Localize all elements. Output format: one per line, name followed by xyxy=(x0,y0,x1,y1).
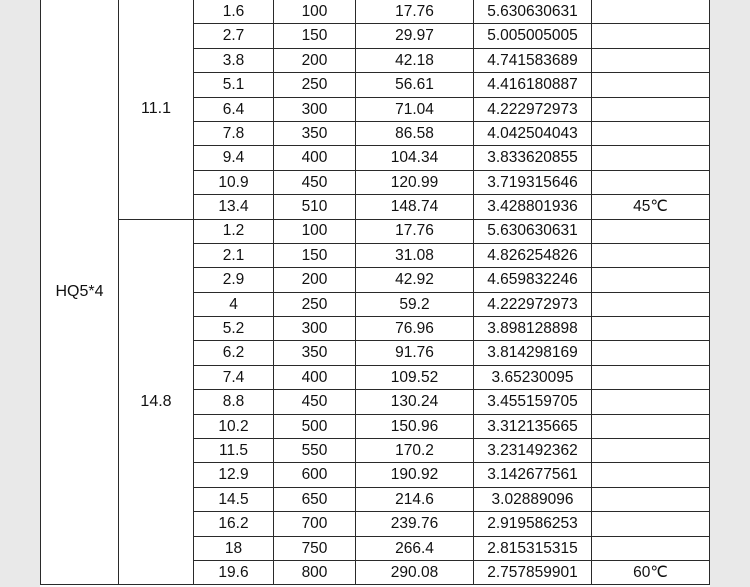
power-cell: 109.52 xyxy=(356,365,474,389)
power-cell: 120.99 xyxy=(356,170,474,194)
current-cell: 9.4 xyxy=(194,146,274,170)
current-cell: 10.9 xyxy=(194,170,274,194)
table-row xyxy=(41,0,710,24)
temperature-cell xyxy=(592,243,710,267)
current-cell: 1.2 xyxy=(194,219,274,243)
power-cell: 150.96 xyxy=(356,414,474,438)
power-cell: 29.97 xyxy=(356,24,474,48)
rpm-cell: 750 xyxy=(274,536,356,560)
temperature-cell xyxy=(592,414,710,438)
temperature-cell xyxy=(592,439,710,463)
efficiency-cell: 4.042504043 xyxy=(474,121,592,145)
voltage-cell: 11.1 xyxy=(119,0,194,219)
rpm-cell: 250 xyxy=(274,73,356,97)
efficiency-cell: 5.630630631 xyxy=(474,0,592,24)
rpm-cell: 400 xyxy=(274,365,356,389)
temperature-cell xyxy=(592,121,710,145)
temperature-cell xyxy=(592,97,710,121)
efficiency-cell: 2.919586253 xyxy=(474,512,592,536)
efficiency-cell: 4.222972973 xyxy=(474,97,592,121)
temperature-cell xyxy=(592,512,710,536)
rpm-cell: 350 xyxy=(274,341,356,365)
temperature-cell xyxy=(592,219,710,243)
power-cell: 42.18 xyxy=(356,48,474,72)
temperature-cell: 45℃ xyxy=(592,195,710,219)
current-cell: 14.5 xyxy=(194,487,274,511)
temperature-cell xyxy=(592,365,710,389)
rpm-cell: 100 xyxy=(274,219,356,243)
efficiency-cell: 3.231492362 xyxy=(474,439,592,463)
current-cell: 12.9 xyxy=(194,463,274,487)
rpm-cell: 350 xyxy=(274,121,356,145)
power-cell: 290.08 xyxy=(356,560,474,584)
current-cell: 16.2 xyxy=(194,512,274,536)
power-cell: 190.92 xyxy=(356,463,474,487)
data-sheet xyxy=(40,0,710,587)
power-cell: 214.6 xyxy=(356,487,474,511)
power-cell: 56.61 xyxy=(356,73,474,97)
efficiency-cell: 3.428801936 xyxy=(474,195,592,219)
measurement-table xyxy=(40,0,710,585)
rpm-cell: 500 xyxy=(274,414,356,438)
efficiency-cell: 4.659832246 xyxy=(474,268,592,292)
efficiency-cell: 4.222972973 xyxy=(474,292,592,316)
temperature-cell xyxy=(592,268,710,292)
efficiency-cell: 2.815315315 xyxy=(474,536,592,560)
efficiency-cell: 4.416180887 xyxy=(474,73,592,97)
temperature-cell xyxy=(592,146,710,170)
rpm-cell: 510 xyxy=(274,195,356,219)
efficiency-cell: 3.455159705 xyxy=(474,390,592,414)
rpm-cell: 150 xyxy=(274,243,356,267)
temperature-cell xyxy=(592,341,710,365)
temperature-cell: 60℃ xyxy=(592,560,710,584)
current-cell: 3.8 xyxy=(194,48,274,72)
efficiency-cell: 5.630630631 xyxy=(474,219,592,243)
rpm-cell: 450 xyxy=(274,170,356,194)
current-cell: 6.2 xyxy=(194,341,274,365)
power-cell: 86.58 xyxy=(356,121,474,145)
model-cell: HQ5*4 xyxy=(41,0,119,585)
rpm-cell: 100 xyxy=(274,0,356,24)
efficiency-cell: 2.757859901 xyxy=(474,560,592,584)
rpm-cell: 700 xyxy=(274,512,356,536)
table-body xyxy=(41,0,710,585)
power-cell: 42.92 xyxy=(356,268,474,292)
rpm-cell: 600 xyxy=(274,463,356,487)
temperature-cell xyxy=(592,536,710,560)
power-cell: 148.74 xyxy=(356,195,474,219)
power-cell: 17.76 xyxy=(356,0,474,24)
rpm-cell: 200 xyxy=(274,48,356,72)
current-cell: 1.6 xyxy=(194,0,274,24)
efficiency-cell: 4.826254826 xyxy=(474,243,592,267)
rpm-cell: 150 xyxy=(274,24,356,48)
current-cell: 6.4 xyxy=(194,97,274,121)
table-row xyxy=(41,219,710,243)
power-cell: 266.4 xyxy=(356,536,474,560)
efficiency-cell: 3.898128898 xyxy=(474,317,592,341)
current-cell: 2.7 xyxy=(194,24,274,48)
rpm-cell: 300 xyxy=(274,317,356,341)
efficiency-cell: 3.719315646 xyxy=(474,170,592,194)
power-cell: 76.96 xyxy=(356,317,474,341)
power-cell: 170.2 xyxy=(356,439,474,463)
current-cell: 10.2 xyxy=(194,414,274,438)
rpm-cell: 200 xyxy=(274,268,356,292)
temperature-cell xyxy=(592,24,710,48)
current-cell: 2.1 xyxy=(194,243,274,267)
power-cell: 130.24 xyxy=(356,390,474,414)
temperature-cell xyxy=(592,48,710,72)
efficiency-cell: 3.814298169 xyxy=(474,341,592,365)
rpm-cell: 550 xyxy=(274,439,356,463)
current-cell: 5.2 xyxy=(194,317,274,341)
current-cell: 7.4 xyxy=(194,365,274,389)
efficiency-cell: 3.02889096 xyxy=(474,487,592,511)
power-cell: 91.76 xyxy=(356,341,474,365)
current-cell: 19.6 xyxy=(194,560,274,584)
current-cell: 2.9 xyxy=(194,268,274,292)
temperature-cell xyxy=(592,487,710,511)
temperature-cell xyxy=(592,317,710,341)
power-cell: 59.2 xyxy=(356,292,474,316)
temperature-cell xyxy=(592,292,710,316)
temperature-cell xyxy=(592,390,710,414)
voltage-cell: 14.8 xyxy=(119,219,194,585)
current-cell: 7.8 xyxy=(194,121,274,145)
temperature-cell xyxy=(592,0,710,24)
efficiency-cell: 5.005005005 xyxy=(474,24,592,48)
rpm-cell: 400 xyxy=(274,146,356,170)
current-cell: 5.1 xyxy=(194,73,274,97)
rpm-cell: 800 xyxy=(274,560,356,584)
temperature-cell xyxy=(592,73,710,97)
rpm-cell: 250 xyxy=(274,292,356,316)
current-cell: 18 xyxy=(194,536,274,560)
temperature-cell xyxy=(592,170,710,194)
current-cell: 4 xyxy=(194,292,274,316)
temperature-cell xyxy=(592,463,710,487)
efficiency-cell: 4.741583689 xyxy=(474,48,592,72)
current-cell: 11.5 xyxy=(194,439,274,463)
efficiency-cell: 3.312135665 xyxy=(474,414,592,438)
power-cell: 71.04 xyxy=(356,97,474,121)
power-cell: 239.76 xyxy=(356,512,474,536)
rpm-cell: 300 xyxy=(274,97,356,121)
power-cell: 31.08 xyxy=(356,243,474,267)
rpm-cell: 450 xyxy=(274,390,356,414)
efficiency-cell: 3.833620855 xyxy=(474,146,592,170)
efficiency-cell: 3.65230095 xyxy=(474,365,592,389)
efficiency-cell: 3.142677561 xyxy=(474,463,592,487)
current-cell: 8.8 xyxy=(194,390,274,414)
current-cell: 13.4 xyxy=(194,195,274,219)
power-cell: 104.34 xyxy=(356,146,474,170)
rpm-cell: 650 xyxy=(274,487,356,511)
power-cell: 17.76 xyxy=(356,219,474,243)
